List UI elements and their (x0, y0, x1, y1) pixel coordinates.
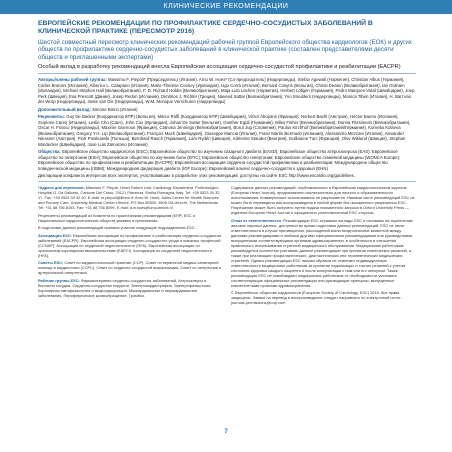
footnote-label: *Адреса для переписки: (38, 184, 85, 190)
footnote-text: Европейская ассоциация по профилактике и реабилитации сердечно-сосудистых заболеваний (EACPR), Европейская ассоциация сердечно-сосудистого ухода и смежных профессий (CCNAP), Ассоциация по сердечной недостаточности (HFA), Европейская ассоциация по чрескожным коронарным вмешательствам (EAPCI), Ассоциация по сердечной недостаточности (HFA). (38, 232, 222, 258)
societies-block (38, 149, 416, 171)
copyright: © Европейское общество кардиологов (European Society of Cardiology, ESC) 2016. Все права защищены. Заявки на перевод и воспроизведение следует направлять по электронной почте: journals.permissions@oup.com (231, 290, 402, 306)
special-thanks: Особый вклад в разработку рекомендаций внесла Европейская ассоциация сердечно-сосудистой профилактики и реабилитации (EACPR) (38, 63, 401, 70)
additional-text: Simone Binno (Италия) (92, 106, 138, 112)
footnote (231, 185, 415, 215)
two-column-footnotes (38, 185, 416, 308)
footnote-label: Советы ESC: (38, 260, 64, 266)
divider (38, 73, 416, 74)
footnote-text: В подготовке данных рекомендаций приняли участие следующие подразделения ESC: (38, 225, 196, 231)
footnote (38, 213, 222, 223)
footnote-text: Рецензенты рекомендаций из Комитета по практическим рекомендациям (КПР) ESC и Национальных кардиологических обществ указаны в приложении. (38, 212, 195, 223)
additional-label: Дополнительный вклад: (38, 106, 91, 112)
section-header (0, 0, 452, 14)
right-column (231, 185, 415, 308)
footnote-label: Отказ от ответственности. (231, 217, 283, 223)
footnote-text: Совет по кардиологической практике (CCP), Совет по первичной медико-санитарной помощи в кардиологии (CCPC), Совет по сердечно-сосудистой визуализации, Совет по гипертонии и артериальной гипертензии. (38, 260, 222, 276)
page-number: 7 (224, 428, 228, 435)
footnote (38, 233, 222, 258)
footnote (38, 185, 222, 210)
article-title: ЕВРОПЕЙСКИЕ РЕКОМЕНДАЦИИ ПО ПРОФИЛАКТИКЕ СЕРДЕЧНО-СОСУДИСТЫХ ЗАБОЛЕВАНИЙ В КЛИНИЧЕСКОЙ ПРАКТИКЕ (ПЕРЕСМОТР 2016) (38, 20, 373, 35)
footnote (38, 260, 222, 275)
authors-text: Massimo F. Piepoli* (Председатель) (Италия), Arno W. Hoes* (Со-председатель) (Нидерланды), Stefan Agewall (Норвегия), Christian Albus (Германия), Carlos Brotons (Испания), Alberico L. Catapano (Италия), Marie-Therese Cooney (Ирландия), Ugo Corrà (Италия), Bernard Cosyns (Бельгия), Christi Deaton (Великобритания), Ian Graham (Ирландия), Michael Stephen Hall (Великобритания), F. D. Richard Hobbs (Великобритания), Maja-Lisa Løchen (Норвегия), Herbert Löllgen (Германия), Pedro Marques-Vidal (Швейцария), Joep Perk (Швеция), Eva Prescott (Дания), Josep Redon (Испания), Dimitrios J. Richter (Греция), Naveed Sattar (Великобритания), Yvo Smulders (Нидерланды), Monica Tiberi (Италия), H. Bart van der Worp (Нидерланды), Ineke van Dis (Нидерланды), W.M. Monique Verschuren (Нидерланды) (38, 77, 415, 105)
footnote-text: Фармакотерапия сердечно-сосудистых заболеваний, Атеросклероз и биология сосудов, Сердечно-сосудистая хирургия, Электрокардиография, Электрофизиология, Коронарная патофизиология и микроциркуляция, Миокардиальные и перикардиальные заболевания, Периферическое кровообращение, Тромбоз. (38, 277, 212, 298)
article-lead: Шестой совместный пересмотр клинических рекомендаций рабочей группой Европейского общества кардиологов (ЕОК) и других обществ по профилактике сердечно-сосудистых заболеваний в клинической практике (составлен представителями десяти обществ и приглашенными экспертами) (38, 39, 412, 61)
footnote (38, 278, 222, 298)
footnote (231, 218, 415, 288)
divider (38, 181, 416, 182)
footnote-text: Содержание данных рекомендаций, опубликованных в Европейском кардиологическом журнале (European Heart Journal), предназначено исключительно для личного и образовательного использования. Коммерческое использование не разрешается. Никакая часть рекомендаций ESC не может быть переведена или воспроизведена в любой форме без письменного разрешения ESC. Разрешение может быть получено путем подачи письменного запроса в Oxford University Press — издателя European Heart Journal и официально уполномоченной ESC стороны. (231, 184, 415, 215)
footnote (38, 225, 222, 230)
left-column (38, 185, 222, 308)
reviewers-block (38, 114, 416, 147)
article-content (38, 20, 416, 308)
footnote-text: Рекомендации ESC отражают взгляды ESC и основаны на тщательном анализе научных данных, доступных во время подготовки данных рекомендаций. ESC не несет ответственности в случае противоречия, расхождений и/или неоднозначных моментов между данными рекомендациями и любыми другими официальными рекомендациями или руководствами, выпущенными соответствующими органами здравоохранения, в особенности в отношении правильного использования стратегий медицинского обслуживания. Медицинским работникам рекомендуется полностью учитывать данные рекомендации при принятии клинических решений, а также при реализации профилактических, диагностических или терапевтических медицинских стратегий. Однако рекомендации ESC никоим образом не отменяют индивидуальную ответственность медицинских работников за принятие надлежащих и точных решений с учетом состояния здоровья каждого пациента и после консультации с ним или его опекуном. Также рекомендации ESC не освобождают медицинских работников от необходимости учитывать соответствующие официальные рекомендации или руководящие принципы, выпущенные компетентными органами здравоохранения. (231, 217, 414, 288)
additional-block (38, 107, 416, 113)
reviewers-text: Guy De Backer (Координатор КПР) (Бельгия), Marco Roffi (Координатор КПР) (Швейцария), Victor Aboyans (Франция), Norbert Bachl (Австрия), Héctor Bueno (Испания), Scipione Carerj (Италия), Leslie Cho (США), John Cox (Ирландия), Johan De Sutter (Бельгия), Günther Egidi (Германия), Miles Fisher (Великобритания), Donna Fitzsimons (Великобритания), Oscar H. Franco (Нидерланды), Maxime Guenoun (Франция), Catriona Jennings (Великобритания), Borut Jug (Словения), Paulus Kirchhof (Великобритания/Германия), Kornelia Kotseva (Великобритания), Gregory Y.H. Lip (Великобритания), François Mach (Швейцария), Giuseppe Mancia (Италия), Franz Martin Bermudo (Испания), Alessandro Mezzani (Италия), Alexander Niessner (Австрия), Piotr Ponikowski (Польша), Bernhard Rauch (Германия), Lars Rydén (Швеция), Adrienne Stauder (Венгрия), Guillaume Turc (Франция), Olov Wiklund (Швеция), Stephan Windecker (Швейцария), Jose Luis Zamorano (Испания) (38, 114, 411, 147)
footnote-label: Рабочие группы ESC: (38, 277, 80, 283)
reviewers-label: Рецензенты: (38, 114, 66, 120)
conflicts-note: Декларации конфликта интересов всех экспертов, участвовавших в разработке этих рекомендаций, доступны на сайте ESC http://www.escardio.org/guidelines. (38, 173, 356, 179)
footnote-text: Massimo F. Piepoli, Heart Failure Unit, Cardiology Department, Polichirurgico Hospital G. Da Saliceto, Cantone Del Cristo, 29121 Piacenza, Emilia Romagna, Italy. Tel: +39 0523 30 32 17, Fax: +39 0523 30 32 20, E-mail: m.piepoli@libero.it; Arno W. Hoes, Julius Center for Health Sciences and Primary Care, University Medical Center Utrecht, PO Box 85500, 3508 GA Utrecht, The Netherlands. Tel: +31 88 756 8193, Fax: +31 88 756 8099, E-mail: a.w.hoes@umcutrecht.nl (38, 184, 220, 210)
societies-label: Общества: (38, 149, 61, 155)
section-title: КЛИНИЧЕСКИЕ РЕКОМЕНДАЦИИ (163, 3, 289, 10)
authors-label: Авторы/члены рабочей группы: (38, 77, 107, 83)
authors-block (38, 77, 416, 105)
societies-text: Европейское общество кардиологов (ESC); Европейское общество по изучению сахарного диабета (EASD); Европейское общество атеросклероза (EAS); Европейское общество по гипертонии (ESH); Европейское общество по изучению боли (EFIC); Европейское общество гипертонии; Европейское общество семейной медицины (WONCA Europe); Европейское общество по профилактике и реабилитации (EACPR); Европейская ассоциация сердечно-сосудистой профилактики и реабилитации; Международное общество поведенческой медицины (ISBM); Международная федерация диабета (IDF Europe); Европейский альянс сердечно-сосудистого здоровья (EHN) (38, 149, 401, 171)
footnote-label: Ассоциации ESC: (38, 232, 72, 238)
